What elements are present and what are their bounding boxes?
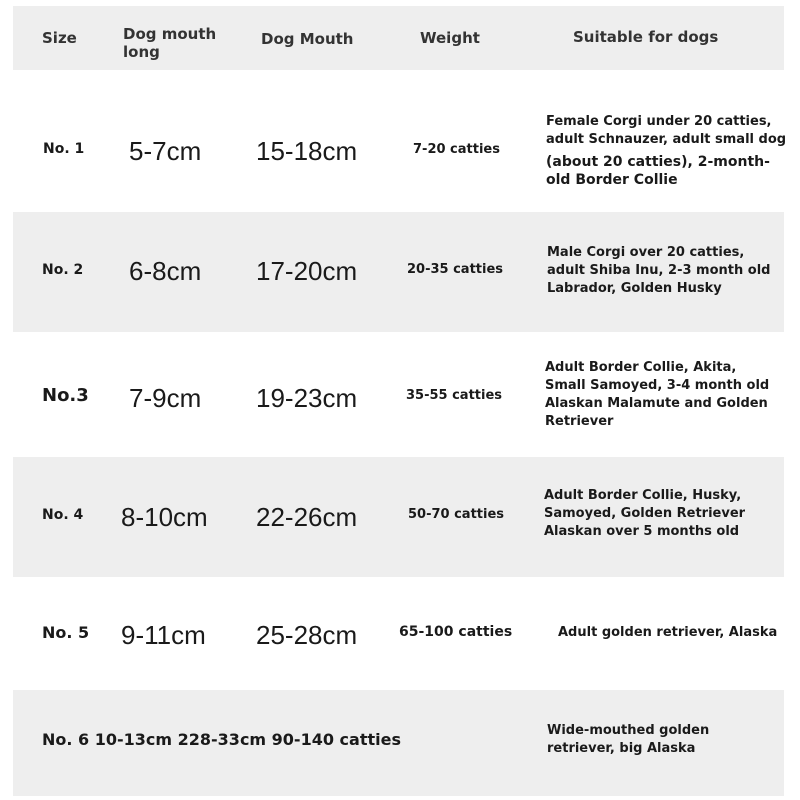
row-3-mouth: 19-23cm — [256, 383, 358, 413]
row-5-long: 9-11cm — [121, 620, 206, 650]
row-4-weight: 50-70 catties — [408, 507, 505, 522]
row-6-suitable-line: retriever, big Alaska — [547, 741, 696, 756]
header-weight: Weight — [420, 29, 480, 47]
row-3-suitable-line: Retriever — [545, 414, 614, 429]
row-2-long: 6-8cm — [129, 256, 202, 286]
row-1-long: 5-7cm — [129, 136, 202, 166]
row-1-suitable-line: (about 20 catties), 2-month- — [546, 154, 770, 170]
row-2-suitable — [547, 244, 770, 298]
row-4-suitable-line: Alaskan over 5 months old — [544, 524, 740, 539]
row-1-suitable-line: Female Corgi under 20 catties, — [546, 114, 772, 129]
row-1-size: No. 1 — [43, 141, 85, 157]
row-5-weight: 65-100 catties — [399, 624, 513, 640]
row-3-suitable-line: Alaskan Malamute and Golden — [545, 396, 768, 411]
header-size: Size — [42, 29, 77, 47]
row-3-suitable-line: Adult Border Collie, Akita, — [545, 360, 737, 375]
row-4-suitable — [544, 487, 745, 541]
row-4-size: No. 4 — [42, 507, 84, 523]
row-1-suitable — [546, 113, 786, 189]
row-5-size: No. 5 — [42, 623, 90, 642]
row-1-suitable-line: adult Schnauzer, adult small dog — [546, 132, 787, 147]
row-4-mouth: 22-26cm — [256, 502, 358, 532]
row-4-long: 8-10cm — [121, 502, 208, 532]
row-3-suitable-line: Small Samoyed, 3-4 month old — [545, 378, 770, 393]
row-5-suitable — [558, 624, 777, 642]
row-5-suitable-line: Adult golden retriever, Alaska — [558, 625, 778, 640]
row-2-suitable-line: adult Shiba Inu, 2-3 month old — [547, 263, 771, 278]
row-6-merged: No. 6 10-13cm 228-33cm 90-140 catties — [42, 730, 401, 749]
row-4-suitable-line: Adult Border Collie, Husky, — [544, 488, 742, 503]
row-6-suitable-line: Wide-mouthed golden — [547, 723, 710, 738]
row-1-suitable-line: old Border Collie — [546, 172, 678, 188]
row-5-mouth: 25-28cm — [256, 620, 358, 650]
row-2-size: No. 2 — [42, 262, 84, 278]
row-6-suitable — [547, 722, 709, 758]
row-2-mouth: 17-20cm — [256, 256, 358, 286]
row-3-long: 7-9cm — [129, 383, 202, 413]
row-3-weight: 35-55 catties — [406, 388, 503, 403]
row-2-suitable-line: Labrador, Golden Husky — [547, 281, 722, 296]
row-1-mouth: 15-18cm — [256, 136, 358, 166]
header-suitable: Suitable for dogs — [573, 28, 719, 46]
row-3-suitable — [545, 359, 769, 431]
header-mouth-long-line2: long — [123, 43, 160, 61]
header-mouth: Dog Mouth — [261, 30, 354, 48]
row-3-size: No.3 — [42, 385, 89, 406]
row-4-suitable-line: Samoyed, Golden Retriever — [544, 506, 746, 521]
row-2-suitable-line: Male Corgi over 20 catties, — [547, 245, 745, 260]
row-2-weight: 20-35 catties — [407, 262, 504, 277]
header-mouth-long-line1: Dog mouth — [123, 25, 217, 43]
row-1-weight: 7-20 catties — [413, 142, 500, 157]
header-mouth-long — [123, 25, 216, 61]
